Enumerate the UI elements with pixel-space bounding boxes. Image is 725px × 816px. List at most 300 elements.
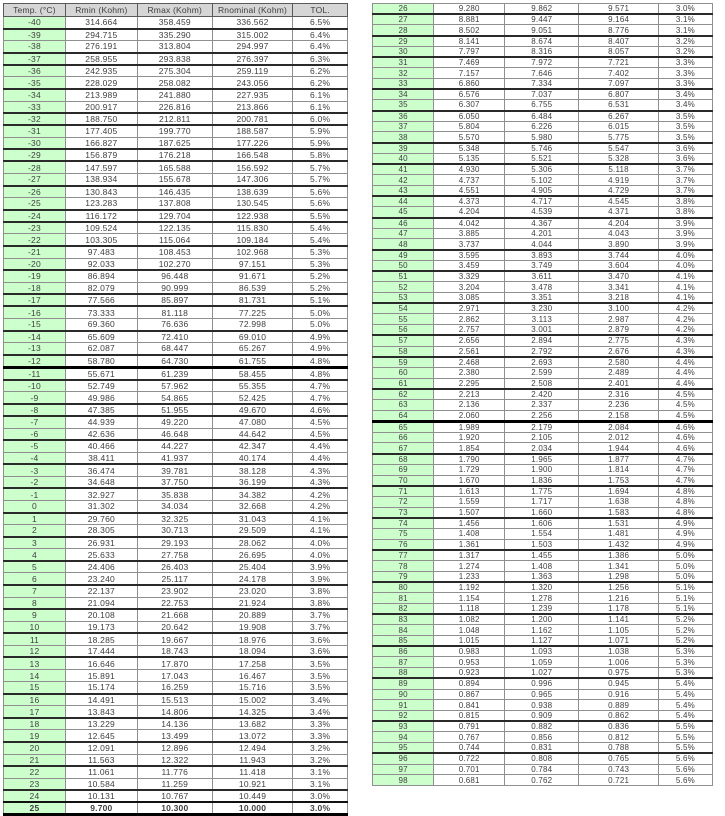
rnominal-cell: 294.997 [212, 41, 292, 53]
table-row [4, 549, 348, 561]
rnominal-cell: 28.062 [212, 537, 292, 549]
rnominal-cell: 1.694 [579, 486, 659, 497]
rmax-cell: 5.980 [505, 132, 579, 143]
rmin-cell: 8.881 [434, 14, 505, 25]
rmax-cell: 241.880 [137, 89, 212, 101]
tol-cell: 4.3% [658, 335, 712, 346]
rnominal-cell: 8.407 [579, 36, 659, 47]
rmax-cell: 51.955 [137, 404, 212, 416]
temp-cell: 75 [373, 529, 434, 540]
rmax-cell: 3.893 [505, 250, 579, 261]
rmax-cell: 7.334 [505, 78, 579, 89]
table-row [4, 802, 348, 815]
rmax-cell: 176.218 [137, 149, 212, 161]
rmin-cell: 228.029 [65, 77, 137, 89]
table-row [4, 331, 348, 343]
rmin-cell: 1.118 [434, 603, 505, 614]
temp-cell: -11 [4, 367, 66, 380]
table-row [373, 764, 713, 775]
rmin-cell: 42.636 [65, 428, 137, 440]
rnominal-cell: 0.743 [579, 764, 659, 775]
table-row [4, 670, 348, 682]
table-row [4, 113, 348, 125]
tol-cell: 3.0% [293, 802, 348, 815]
rmax-cell: 72.410 [137, 331, 212, 343]
tol-cell: 3.3% [658, 68, 712, 79]
tol-cell: 3.3% [293, 730, 348, 742]
table-row [373, 421, 713, 432]
header-rnominal: Rnominal (Kohm) [212, 4, 292, 17]
rnominal-cell: 177.226 [212, 137, 292, 149]
rnominal-cell: 227.935 [212, 89, 292, 101]
temp-cell: -22 [4, 234, 66, 246]
tol-cell: 5.3% [293, 258, 348, 270]
temp-cell: 40 [373, 153, 434, 164]
tol-cell: 5.2% [293, 282, 348, 294]
rnominal-cell: 115.830 [212, 222, 292, 234]
rmax-cell: 2.420 [505, 389, 579, 400]
rnominal-cell: 11.418 [212, 766, 292, 778]
rnominal-cell: 23.020 [212, 585, 292, 597]
right-table [372, 3, 713, 786]
rnominal-cell: 2.775 [579, 335, 659, 346]
table-row [373, 678, 713, 689]
rnominal-cell: 1.638 [579, 496, 659, 507]
temp-cell: 16 [4, 694, 66, 706]
temp-cell: 1 [4, 513, 66, 525]
table-row [373, 346, 713, 357]
rmax-cell: 12.322 [137, 754, 212, 766]
rmin-cell: 36.474 [65, 464, 137, 476]
tol-cell: 4.6% [658, 421, 712, 432]
rnominal-cell: 49.670 [212, 404, 292, 416]
rmin-cell: 1.507 [434, 507, 505, 518]
rnominal-cell: 188.587 [212, 125, 292, 137]
rnominal-cell: 2.012 [579, 432, 659, 443]
table-row [373, 46, 713, 57]
rmax-cell: 7.037 [505, 89, 579, 100]
temp-cell: 67 [373, 443, 434, 454]
rmax-cell: 20.642 [137, 621, 212, 633]
temp-cell: 89 [373, 678, 434, 689]
rnominal-cell: 213.866 [212, 101, 292, 113]
rnominal-cell: 9.164 [579, 14, 659, 25]
temp-cell: -13 [4, 343, 66, 355]
table-row [373, 443, 713, 454]
rmin-cell: 73.333 [65, 306, 137, 318]
temp-cell: 69 [373, 464, 434, 475]
temp-cell: -10 [4, 380, 66, 392]
temp-cell: 8 [4, 597, 66, 609]
rmin-cell: 123.283 [65, 198, 137, 210]
rnominal-cell: 1.753 [579, 475, 659, 486]
table-row [373, 625, 713, 636]
rmin-cell: 3.204 [434, 282, 505, 293]
rmin-cell: 4.042 [434, 218, 505, 229]
table-row [4, 609, 348, 621]
table-row [373, 603, 713, 614]
tol-cell: 4.7% [293, 392, 348, 404]
rmin-cell: 138.934 [65, 174, 137, 186]
rmin-cell: 20.108 [65, 609, 137, 621]
tol-cell: 4.6% [293, 404, 348, 416]
tol-cell: 4.0% [658, 260, 712, 271]
rmax-cell: 115.064 [137, 234, 212, 246]
tol-cell: 3.3% [293, 718, 348, 730]
rnominal-cell: 44.642 [212, 428, 292, 440]
rnominal-cell: 17.258 [212, 657, 292, 669]
rnominal-cell: 2.879 [579, 325, 659, 336]
rnominal-cell: 3.604 [579, 260, 659, 271]
rmin-cell: 130.843 [65, 186, 137, 198]
temp-cell: 25 [4, 802, 66, 815]
temp-cell: 6 [4, 573, 66, 585]
tol-cell: 4.5% [658, 400, 712, 411]
table-row [373, 314, 713, 325]
rmin-cell: 13.229 [65, 718, 137, 730]
rmin-cell: 4.551 [434, 185, 505, 196]
table-row [373, 486, 713, 497]
table-row [373, 529, 713, 540]
rmax-cell: 13.499 [137, 730, 212, 742]
temp-cell: 42 [373, 175, 434, 186]
tol-cell: 5.6% [658, 764, 712, 775]
rmin-cell: 12.091 [65, 742, 137, 754]
rmin-cell: 188.750 [65, 113, 137, 125]
rmax-cell: 187.625 [137, 137, 212, 149]
rmax-cell: 68.447 [137, 343, 212, 355]
tol-cell: 6.2% [293, 65, 348, 77]
rmin-cell: 103.305 [65, 234, 137, 246]
rnominal-cell: 10.449 [212, 790, 292, 802]
table-row [373, 367, 713, 378]
temp-cell: -30 [4, 137, 66, 149]
table-row [4, 65, 348, 77]
rmin-cell: 0.983 [434, 646, 505, 657]
rmax-cell: 2.508 [505, 378, 579, 389]
rmax-cell: 275.304 [137, 65, 212, 77]
rnominal-cell: 6.807 [579, 89, 659, 100]
tol-cell: 4.0% [293, 537, 348, 549]
tol-cell: 6.4% [293, 29, 348, 41]
temp-cell: 31 [373, 57, 434, 68]
temp-cell: 77 [373, 550, 434, 561]
rnominal-cell: 0.812 [579, 732, 659, 743]
tol-cell: 4.2% [293, 500, 348, 512]
rmin-cell: 62.087 [65, 343, 137, 355]
rmin-cell: 1.670 [434, 475, 505, 486]
rnominal-cell: 4.371 [579, 207, 659, 218]
rmax-cell: 3.351 [505, 292, 579, 303]
temp-cell: 49 [373, 250, 434, 261]
left-table-body [4, 17, 348, 815]
temp-cell: 50 [373, 260, 434, 271]
rnominal-cell: 8.057 [579, 46, 659, 57]
tol-cell: 3.6% [293, 633, 348, 645]
temp-cell: 43 [373, 185, 434, 196]
temp-cell: -9 [4, 392, 66, 404]
rmax-cell: 1.606 [505, 518, 579, 529]
table-row [4, 452, 348, 464]
table-row [373, 335, 713, 346]
table-row [4, 89, 348, 101]
rmax-cell: 212.811 [137, 113, 212, 125]
rmin-cell: 9.700 [65, 802, 137, 815]
rmin-cell: 6.576 [434, 89, 505, 100]
temp-cell: -20 [4, 258, 66, 270]
rmax-cell: 1.836 [505, 475, 579, 486]
table-row [4, 754, 348, 766]
tol-cell: 3.2% [658, 46, 712, 57]
tol-cell: 4.2% [293, 488, 348, 500]
rmin-cell: 97.483 [65, 246, 137, 258]
table-row [373, 218, 713, 229]
rmax-cell: 57.962 [137, 380, 212, 392]
table-row [4, 222, 348, 234]
rmax-cell: 1.320 [505, 582, 579, 593]
rmax-cell: 10.300 [137, 802, 212, 815]
rmax-cell: 0.909 [505, 711, 579, 722]
table-row [4, 306, 348, 318]
tol-cell: 3.6% [293, 645, 348, 657]
temp-cell: 73 [373, 507, 434, 518]
rmax-cell: 61.239 [137, 367, 212, 380]
table-row [373, 496, 713, 507]
rmax-cell: 29.193 [137, 537, 212, 549]
rmax-cell: 4.905 [505, 185, 579, 196]
rnominal-cell: 2.401 [579, 378, 659, 389]
table-row [373, 250, 713, 261]
rmin-cell: 1.729 [434, 464, 505, 475]
table-row [4, 380, 348, 392]
rnominal-cell: 243.056 [212, 77, 292, 89]
rmax-cell: 1.965 [505, 454, 579, 465]
tol-cell: 5.8% [293, 149, 348, 161]
temp-cell: 0 [4, 500, 66, 512]
temp-cell: 3 [4, 537, 66, 549]
temp-cell: 83 [373, 614, 434, 625]
rmax-cell: 7.972 [505, 57, 579, 68]
tol-cell: 5.0% [658, 571, 712, 582]
tol-cell: 5.0% [658, 561, 712, 572]
tol-cell: 6.5% [293, 17, 348, 29]
temp-cell: 47 [373, 228, 434, 239]
rmax-cell: 8.316 [505, 46, 579, 57]
table-row [4, 730, 348, 742]
temp-cell: 27 [373, 14, 434, 25]
temp-cell: 79 [373, 571, 434, 582]
rmin-cell: 0.867 [434, 689, 505, 700]
rmax-cell: 6.755 [505, 100, 579, 111]
rnominal-cell: 6.015 [579, 121, 659, 132]
rmax-cell: 4.201 [505, 228, 579, 239]
rmax-cell: 8.674 [505, 36, 579, 47]
rmin-cell: 22.137 [65, 585, 137, 597]
tol-cell: 5.1% [658, 593, 712, 604]
tol-cell: 5.5% [658, 721, 712, 732]
temp-cell: 41 [373, 164, 434, 175]
temp-cell: 10 [4, 621, 66, 633]
rmin-cell: 0.841 [434, 700, 505, 711]
rnominal-cell: 65.267 [212, 343, 292, 355]
tol-cell: 4.5% [293, 428, 348, 440]
rnominal-cell: 2.676 [579, 346, 659, 357]
rmax-cell: 258.082 [137, 77, 212, 89]
tol-cell: 4.6% [658, 432, 712, 443]
table-row [373, 507, 713, 518]
table-row [373, 614, 713, 625]
rmax-cell: 22.753 [137, 597, 212, 609]
rmin-cell: 109.524 [65, 222, 137, 234]
temp-cell: 46 [373, 218, 434, 229]
rnominal-cell: 36.199 [212, 476, 292, 488]
rmin-cell: 7.469 [434, 57, 505, 68]
tol-cell: 3.7% [658, 175, 712, 186]
table-row [373, 593, 713, 604]
temp-cell: -29 [4, 149, 66, 161]
table-row [4, 174, 348, 186]
rmax-cell: 16.259 [137, 682, 212, 694]
temp-cell: 5 [4, 561, 66, 573]
rmax-cell: 1.900 [505, 464, 579, 475]
table-row [4, 210, 348, 222]
rnominal-cell: 276.397 [212, 53, 292, 65]
table-row [4, 778, 348, 790]
rmax-cell: 2.599 [505, 367, 579, 378]
rnominal-cell: 31.043 [212, 513, 292, 525]
rmax-cell: 5.102 [505, 175, 579, 186]
table-row [373, 25, 713, 36]
rmax-cell: 4.539 [505, 207, 579, 218]
rmin-cell: 55.671 [65, 367, 137, 380]
rmin-cell: 5.570 [434, 132, 505, 143]
table-row [4, 657, 348, 669]
table-row [373, 132, 713, 143]
tol-cell: 5.6% [293, 198, 348, 210]
rnominal-cell: 81.731 [212, 294, 292, 306]
temp-cell: 62 [373, 389, 434, 400]
rmax-cell: 313.804 [137, 41, 212, 53]
temp-cell: -24 [4, 210, 66, 222]
rmin-cell: 1.317 [434, 550, 505, 561]
table-row [373, 292, 713, 303]
tol-cell: 3.1% [658, 14, 712, 25]
rmin-cell: 1.559 [434, 496, 505, 507]
rnominal-cell: 15.002 [212, 694, 292, 706]
tol-cell: 3.7% [293, 609, 348, 621]
rmax-cell: 335.290 [137, 29, 212, 41]
rmax-cell: 4.367 [505, 218, 579, 229]
tol-cell: 3.5% [293, 657, 348, 669]
temp-cell: 55 [373, 314, 434, 325]
rnominal-cell: 5.118 [579, 164, 659, 175]
rmax-cell: 64.730 [137, 355, 212, 368]
table-row [373, 646, 713, 657]
rmin-cell: 1.854 [434, 443, 505, 454]
tol-cell: 4.2% [658, 314, 712, 325]
rmax-cell: 358.459 [137, 17, 212, 29]
table-row [373, 732, 713, 743]
tol-cell: 5.4% [658, 678, 712, 689]
rmax-cell: 1.554 [505, 529, 579, 540]
table-row [4, 318, 348, 330]
table-row [373, 753, 713, 764]
rmax-cell: 35.838 [137, 488, 212, 500]
table-row [4, 125, 348, 137]
tol-cell: 3.4% [293, 694, 348, 706]
rmin-cell: 2.468 [434, 357, 505, 368]
rmax-cell: 1.408 [505, 561, 579, 572]
rnominal-cell: 6.267 [579, 111, 659, 122]
tol-cell: 3.5% [658, 111, 712, 122]
rmin-cell: 40.466 [65, 440, 137, 452]
rmin-cell: 2.862 [434, 314, 505, 325]
rmin-cell: 156.879 [65, 149, 137, 161]
tol-cell: 4.4% [658, 367, 712, 378]
rnominal-cell: 0.862 [579, 711, 659, 722]
rnominal-cell: 91.671 [212, 270, 292, 282]
rmin-cell: 47.385 [65, 404, 137, 416]
rmin-cell: 1.408 [434, 529, 505, 540]
rmax-cell: 44.227 [137, 440, 212, 452]
temp-cell: -15 [4, 318, 66, 330]
rnominal-cell: 16.467 [212, 670, 292, 682]
temp-cell: 61 [373, 378, 434, 389]
table-row [4, 440, 348, 452]
rnominal-cell: 2.316 [579, 389, 659, 400]
rmax-cell: 12.896 [137, 742, 212, 754]
temp-cell: -6 [4, 428, 66, 440]
rmax-cell: 37.750 [137, 476, 212, 488]
temp-cell: 80 [373, 582, 434, 593]
rnominal-cell: 69.010 [212, 331, 292, 343]
tol-cell: 3.1% [293, 778, 348, 790]
rmax-cell: 0.831 [505, 743, 579, 754]
temp-cell: 52 [373, 282, 434, 293]
rnominal-cell: 1.341 [579, 561, 659, 572]
rmax-cell: 0.762 [505, 775, 579, 786]
rmin-cell: 4.930 [434, 164, 505, 175]
temp-cell: 17 [4, 706, 66, 718]
table-row [4, 41, 348, 53]
temp-cell: -16 [4, 306, 66, 318]
rmin-cell: 1.790 [434, 454, 505, 465]
rmax-cell: 5.306 [505, 164, 579, 175]
tol-cell: 5.2% [658, 625, 712, 636]
rnominal-cell: 38.128 [212, 464, 292, 476]
rnominal-cell: 12.494 [212, 742, 292, 754]
temp-cell: 72 [373, 496, 434, 507]
rmax-cell: 46.648 [137, 428, 212, 440]
rmin-cell: 9.280 [434, 4, 505, 15]
rmax-cell: 1.503 [505, 539, 579, 550]
table-row [373, 143, 713, 154]
tol-cell: 5.5% [658, 732, 712, 743]
rnominal-cell: 3.470 [579, 271, 659, 282]
tol-cell: 4.2% [658, 303, 712, 314]
tol-cell: 5.9% [293, 125, 348, 137]
rmin-cell: 213.989 [65, 89, 137, 101]
rmax-cell: 32.325 [137, 513, 212, 525]
rnominal-cell: 58.455 [212, 367, 292, 380]
rmax-cell: 1.027 [505, 668, 579, 679]
table-row [373, 111, 713, 122]
rmax-cell: 2.256 [505, 410, 579, 421]
tol-cell: 4.0% [658, 250, 712, 261]
rmax-cell: 17.043 [137, 670, 212, 682]
temp-cell: 14 [4, 670, 66, 682]
rmin-cell: 12.645 [65, 730, 137, 742]
